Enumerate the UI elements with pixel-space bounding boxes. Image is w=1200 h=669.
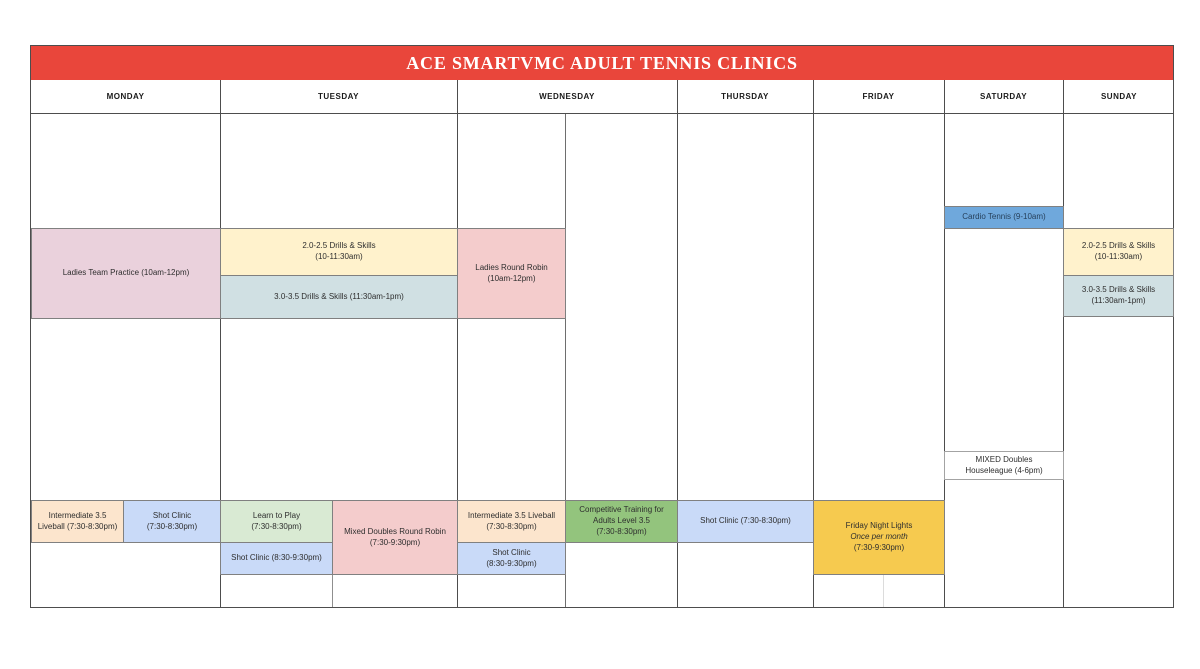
event-friday-night-lights: Friday Night Lights Once per month (7:30-9:30pm): [813, 500, 945, 575]
event-drills-30-35-sunday: 3.0-3.5 Drills & Skills (11:30am-1pm): [1063, 275, 1174, 317]
column-divider: [1063, 114, 1064, 607]
event-shot-clinic-thursday: Shot Clinic (7:30-8:30pm): [677, 500, 814, 543]
day-header-wednesday: WEDNESDAY: [539, 92, 595, 101]
event-competitive-training: Competitive Training for Adults Level 3.5 (7:30-8:30pm): [565, 500, 678, 543]
schedule-body: [31, 114, 1173, 607]
event-ladies-team-practice: Ladies Team Practice (10am-12pm): [31, 228, 221, 319]
clinics-schedule-table: [30, 45, 1174, 608]
event-drills-30-35-tuesday: 3.0-3.5 Drills & Skills (11:30am-1pm): [220, 275, 458, 319]
page-title: ACE SMARTVMC ADULT TENNIS CLINICS: [406, 52, 798, 73]
day-header-tuesday: TUESDAY: [318, 92, 359, 101]
column-divider: [1063, 80, 1064, 113]
column-divider: [457, 80, 458, 113]
column-divider: [677, 80, 678, 113]
event-shot-clinic-wednesday: Shot Clinic (8:30-9:30pm): [457, 542, 566, 575]
event-shot-clinic-tuesday: Shot Clinic (8:30-9:30pm): [220, 542, 333, 575]
title-bar: [31, 46, 1173, 80]
event-intermediate-liveball-wednesday: Intermediate 3.5 Liveball (7:30-8:30pm): [457, 500, 566, 543]
day-header-monday: MONDAY: [106, 92, 145, 101]
column-divider: [944, 80, 945, 113]
event-cardio-tennis: Cardio Tennis (9-10am): [944, 206, 1064, 229]
event-mixed-doubles-round-robin: Mixed Doubles Round Robin (7:30-9:30pm): [332, 500, 458, 575]
day-header-friday: FRIDAY: [862, 92, 895, 101]
column-divider: [813, 80, 814, 113]
day-header-saturday: SATURDAY: [979, 92, 1028, 101]
event-learn-to-play: Learn to Play (7:30-8:30pm): [220, 500, 333, 543]
day-header-sunday: SUNDAY: [1100, 92, 1138, 101]
event-drills-20-25-tuesday: 2.0-2.5 Drills & Skills (10-11:30am): [220, 228, 458, 276]
day-header-thursday: THURSDAY: [721, 92, 769, 101]
event-mixed-doubles-houseleague: MIXED Doubles Houseleague (4-6pm): [944, 451, 1064, 480]
day-header-row: [31, 80, 1173, 114]
subcolumn-divider-friday: [883, 575, 884, 607]
event-drills-20-25-sunday: 2.0-2.5 Drills & Skills (10-11:30am): [1063, 228, 1174, 276]
event-intermediate-liveball-monday: Intermediate 3.5 Liveball (7:30-8:30pm): [31, 500, 124, 543]
column-divider: [220, 80, 221, 113]
event-ladies-round-robin: Ladies Round Robin (10am-12pm): [457, 228, 566, 319]
event-shot-clinic-monday: Shot Clinic (7:30-8:30pm): [123, 500, 221, 543]
subcolumn-divider-tuesday: [332, 575, 333, 607]
